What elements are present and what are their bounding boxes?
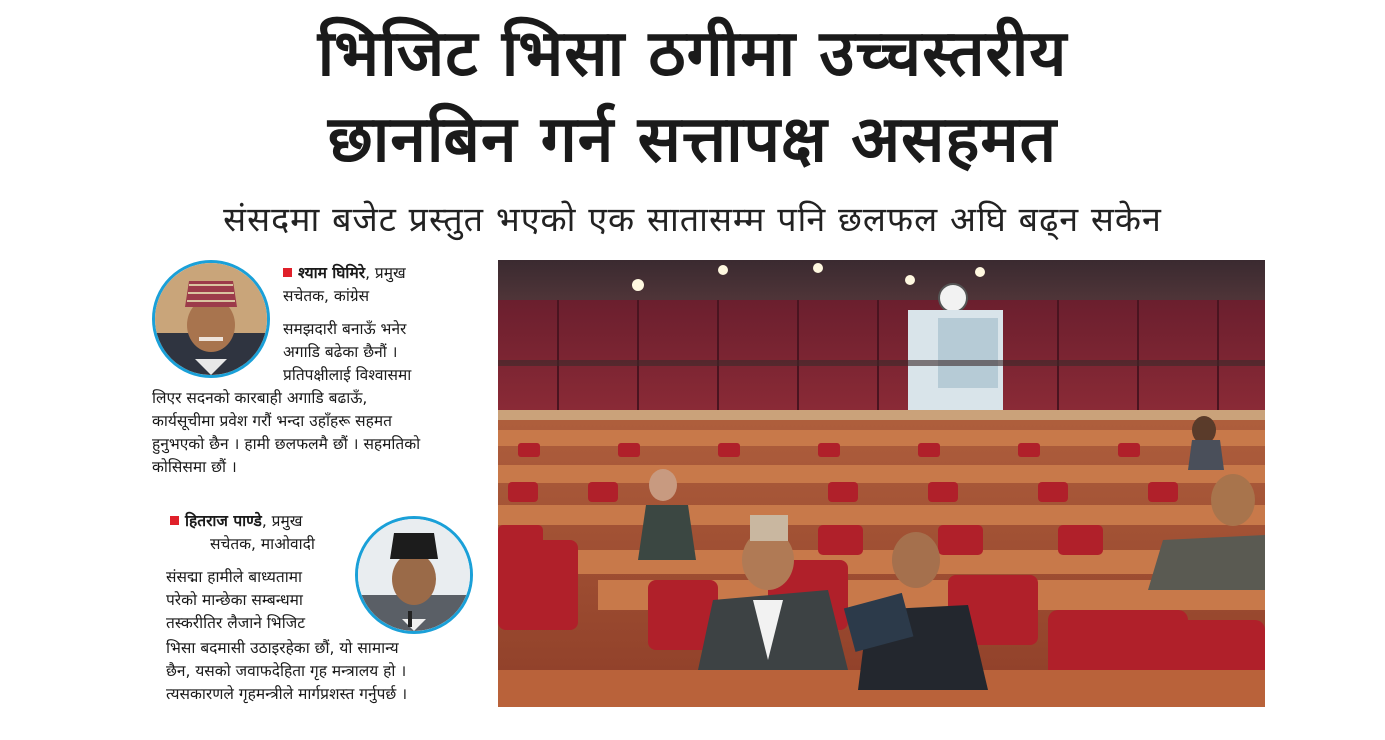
quote-1-line: अगाडि बढेका छैनौं । bbox=[283, 343, 398, 361]
quote-2-header bbox=[170, 510, 315, 556]
quote-2-title-a: , प्रमुख bbox=[261, 512, 303, 530]
quote-2-line: छैन, यसको जवाफदेहिता गृह मन्त्रालय हो । bbox=[166, 662, 407, 680]
portrait-1-image bbox=[155, 263, 267, 375]
quote-2-line: भिसा बदमासी उठाइरहेका छौं, यो सामान्य bbox=[166, 639, 399, 657]
red-bullet-icon bbox=[170, 516, 179, 525]
quote-1-name: श्याम घिमिरे bbox=[298, 264, 366, 282]
quote-1-title-a: , प्रमुख bbox=[365, 264, 406, 282]
quote-2-line: संसद्मा हामीले बाध्यतामा bbox=[166, 568, 303, 586]
red-bullet-icon bbox=[283, 268, 292, 277]
subheadline: संसदमा बजेट प्रस्तुत भएको एक सातासम्म पनि छलफल अघि बढ्न सकेन bbox=[223, 200, 1162, 240]
quote-1-line: कोसिसमा छौं । bbox=[152, 458, 237, 476]
quote-2-name: हितराज पाण्डे bbox=[185, 512, 262, 530]
quote-1-line: हुनुभएको छैन । हामी छलफलमै छौं । सहमतिको bbox=[152, 435, 421, 453]
portrait-2-image bbox=[358, 519, 470, 631]
headline-line-2: छानबिन गर्न सत्तापक्ष असहमत bbox=[327, 103, 1058, 177]
quote-1-line: प्रतिपक्षीलाई विश्वासमा bbox=[283, 366, 412, 384]
quote-2-line: परेको मान्छेका सम्बन्धमा bbox=[166, 591, 303, 609]
parliament-chamber-photo bbox=[498, 260, 1265, 707]
quote-1-title-b: सचेतक, कांग्रेस bbox=[283, 287, 370, 305]
chamber-illustration bbox=[498, 260, 1265, 707]
quote-2-line: तस्करीतिर लैजाने भिजिट bbox=[166, 614, 306, 632]
quote-2-body-bottom bbox=[166, 637, 407, 706]
portrait-hitraj-pande bbox=[355, 516, 473, 634]
quote-1-line: कार्यसूचीमा प्रवेश गरौं भन्दा उहाँहरू सहमत bbox=[152, 412, 392, 430]
quote-1-header bbox=[283, 262, 406, 308]
headline-line-1: भिजिट भिसा ठगीमा उच्चस्तरीय bbox=[317, 17, 1068, 91]
quote-2-line: त्यसकारणले गृहमन्त्रीले मार्गप्रशस्त गर्नुपर्छ । bbox=[166, 685, 408, 703]
quote-2-body-top bbox=[166, 566, 305, 635]
quote-2-title-b: सचेतक, माओवादी bbox=[210, 535, 315, 553]
quote-1-line: लिएर सदनको कारबाही अगाडि बढाऊँ, bbox=[152, 389, 368, 407]
quote-1-body-top bbox=[283, 318, 411, 387]
quote-1-body-bottom bbox=[152, 387, 420, 479]
quote-1-line: समझदारी बनाऊँ भनेर bbox=[283, 320, 407, 338]
portrait-shyam-ghimire bbox=[152, 260, 270, 378]
